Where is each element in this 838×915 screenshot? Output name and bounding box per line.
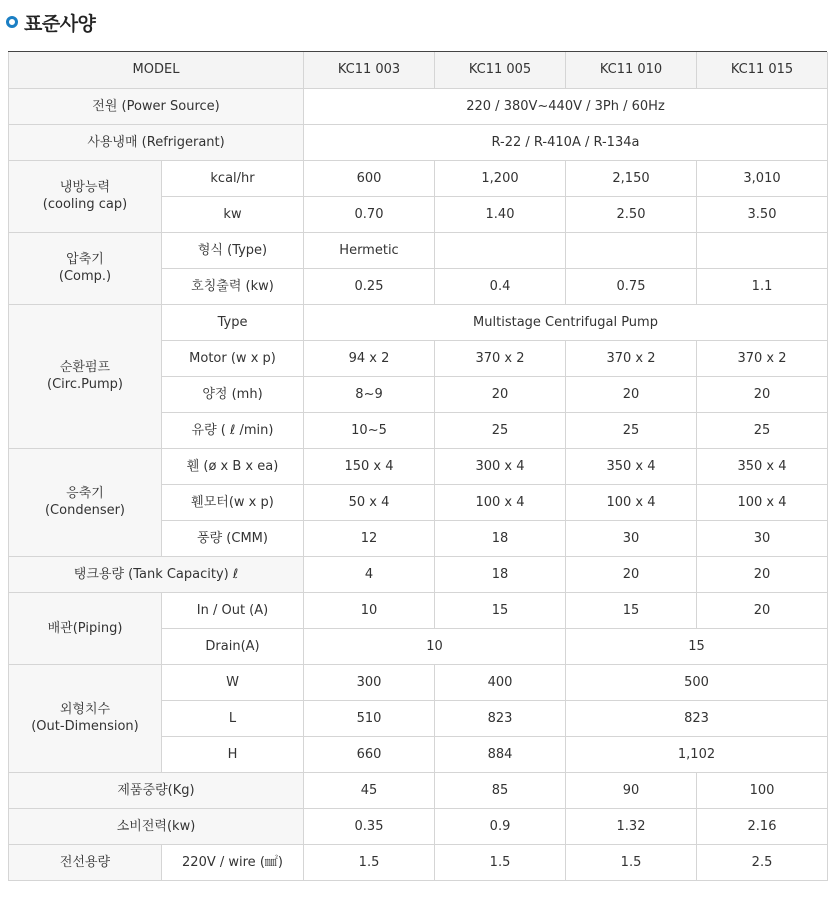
- cell: 25: [435, 412, 566, 448]
- table-row: [9, 592, 828, 628]
- row-label-drain: Drain(A): [162, 628, 304, 664]
- table-row: [9, 304, 828, 340]
- group-label-piping: 배관(Piping): [9, 592, 162, 664]
- comp-label-en: (Comp.): [58, 269, 112, 284]
- cell: 18: [435, 520, 566, 556]
- header-model-1: KC11 003: [304, 52, 435, 88]
- refrigerant-value: R-22 / R-410A / R-134a: [304, 124, 828, 160]
- cell: 884: [435, 736, 566, 772]
- cell: [566, 232, 697, 268]
- table-row: [9, 232, 828, 268]
- cell: 1.40: [435, 196, 566, 232]
- cell: 1.1: [697, 268, 828, 304]
- cell: 25: [566, 412, 697, 448]
- row-label-pump-type: Type: [162, 304, 304, 340]
- row-label-tank: 탱크용량 (Tank Capacity) ℓ: [9, 556, 304, 592]
- row-label-wire: 전선용량: [9, 844, 162, 880]
- pump-type-value: Multistage Centrifugal Pump: [304, 304, 828, 340]
- group-label-dimension: [9, 664, 162, 772]
- header-model-2: KC11 005: [435, 52, 566, 88]
- cell: 20: [697, 376, 828, 412]
- cell: 0.4: [435, 268, 566, 304]
- header-model-3: KC11 010: [566, 52, 697, 88]
- cell: 100 x 4: [697, 484, 828, 520]
- group-label-condenser: [9, 448, 162, 556]
- cell: 100 x 4: [566, 484, 697, 520]
- cell: 30: [697, 520, 828, 556]
- row-label-kcal: kcal/hr: [162, 160, 304, 196]
- table-row: [9, 772, 828, 808]
- row-label-kw: kw: [162, 196, 304, 232]
- cell: [697, 232, 828, 268]
- cell: 3.50: [697, 196, 828, 232]
- header-model-4: KC11 015: [697, 52, 828, 88]
- comp-label-ko: 압축기: [66, 252, 104, 267]
- cell: 4: [304, 556, 435, 592]
- cell: 370 x 2: [566, 340, 697, 376]
- row-label-head: 양정 (mh): [162, 376, 304, 412]
- cell: 0.70: [304, 196, 435, 232]
- cell: 1.5: [435, 844, 566, 880]
- cell: 300: [304, 664, 435, 700]
- cell: 10~5: [304, 412, 435, 448]
- cell: 370 x 2: [697, 340, 828, 376]
- row-label-l: L: [162, 700, 304, 736]
- row-label-inout: In / Out (A): [162, 592, 304, 628]
- table-row: [9, 448, 828, 484]
- cell: 400: [435, 664, 566, 700]
- row-label-power-consumption: 소비전력(kw): [9, 808, 304, 844]
- group-label-cooling: [9, 160, 162, 232]
- cell: 20: [435, 376, 566, 412]
- group-label-pump: [9, 304, 162, 448]
- spec-table: [8, 52, 828, 881]
- pump-label-en: (Circ.Pump): [47, 377, 123, 392]
- cell: 1.5: [566, 844, 697, 880]
- header-model: MODEL: [9, 52, 304, 88]
- cell: 0.25: [304, 268, 435, 304]
- cell: 15: [566, 592, 697, 628]
- cell: 823: [435, 700, 566, 736]
- row-label-motor: Motor (w x p): [162, 340, 304, 376]
- group-label-comp: [9, 232, 162, 304]
- cell: 50 x 4: [304, 484, 435, 520]
- cell: 45: [304, 772, 435, 808]
- cell: 15: [435, 592, 566, 628]
- cell: 500: [566, 664, 828, 700]
- cell: 0.75: [566, 268, 697, 304]
- row-label-h: H: [162, 736, 304, 772]
- power-value: 220 / 380V~440V / 3Ph / 60Hz: [304, 88, 828, 124]
- cell: 510: [304, 700, 435, 736]
- row-label-airflow: 풍량 (CMM): [162, 520, 304, 556]
- cell: 15: [566, 628, 828, 664]
- cell: 20: [697, 556, 828, 592]
- cell: 12: [304, 520, 435, 556]
- cell: 25: [697, 412, 828, 448]
- dimension-label-en: (Out-Dimension): [31, 719, 139, 734]
- pump-label-ko: 순환펌프: [59, 360, 111, 375]
- cell: 370 x 2: [435, 340, 566, 376]
- cell: 660: [304, 736, 435, 772]
- row-label-fan: 휀 (ø x B x ea): [162, 448, 304, 484]
- cell: 300 x 4: [435, 448, 566, 484]
- cell: 2.16: [697, 808, 828, 844]
- cell: 100 x 4: [435, 484, 566, 520]
- table-header-row: [9, 52, 828, 88]
- cell: 1.32: [566, 808, 697, 844]
- row-label-comp-type: 형식 (Type): [162, 232, 304, 268]
- table-row: [9, 844, 828, 880]
- section-heading: [6, 8, 95, 36]
- condenser-label-en: (Condenser): [44, 503, 126, 518]
- cell: 10: [304, 592, 435, 628]
- condenser-label-ko: 응축기: [66, 486, 104, 501]
- cell: 85: [435, 772, 566, 808]
- table-row: [9, 160, 828, 196]
- section-title: 표준사양: [24, 12, 96, 35]
- table-row: [9, 88, 828, 124]
- row-label-refrigerant: 사용냉매 (Refrigerant): [9, 124, 304, 160]
- cell: 18: [435, 556, 566, 592]
- row-label-fan-motor: 휀모터(w x p): [162, 484, 304, 520]
- table-row: [9, 664, 828, 700]
- cell: 350 x 4: [566, 448, 697, 484]
- row-label-weight: 제품중량(Kg): [9, 772, 304, 808]
- row-label-comp-output: 호칭출력 (kw): [162, 268, 304, 304]
- table-row: [9, 808, 828, 844]
- table-row: [9, 556, 828, 592]
- cell: 100: [697, 772, 828, 808]
- cell: 30: [566, 520, 697, 556]
- cell: 600: [304, 160, 435, 196]
- cell: 0.35: [304, 808, 435, 844]
- cell: 20: [566, 556, 697, 592]
- dimension-label-ko: 외형치수: [59, 702, 111, 717]
- row-label-flow: 유량 ( ℓ /min): [162, 412, 304, 448]
- cell: 1,102: [566, 736, 828, 772]
- row-sublabel-wire: 220V / wire (㎟): [162, 844, 304, 880]
- cell: [435, 232, 566, 268]
- cell: 1,200: [435, 160, 566, 196]
- cell: 20: [566, 376, 697, 412]
- cell: 1.5: [304, 844, 435, 880]
- cooling-label-ko: 냉방능력: [59, 180, 111, 195]
- cell: 350 x 4: [697, 448, 828, 484]
- cell: 2,150: [566, 160, 697, 196]
- row-label-power: 전원 (Power Source): [9, 88, 304, 124]
- cell: 20: [697, 592, 828, 628]
- cell: 2.5: [697, 844, 828, 880]
- cell: 2.50: [566, 196, 697, 232]
- cell: 94 x 2: [304, 340, 435, 376]
- bullet-icon: [6, 16, 18, 28]
- cell: 8~9: [304, 376, 435, 412]
- cooling-label-en: (cooling cap): [42, 197, 128, 212]
- row-label-w: W: [162, 664, 304, 700]
- cell: 10: [304, 628, 566, 664]
- table-row: [9, 124, 828, 160]
- cell: 3,010: [697, 160, 828, 196]
- cell: 90: [566, 772, 697, 808]
- cell: Hermetic: [304, 232, 435, 268]
- cell: 0.9: [435, 808, 566, 844]
- cell: 823: [566, 700, 828, 736]
- cell: 150 x 4: [304, 448, 435, 484]
